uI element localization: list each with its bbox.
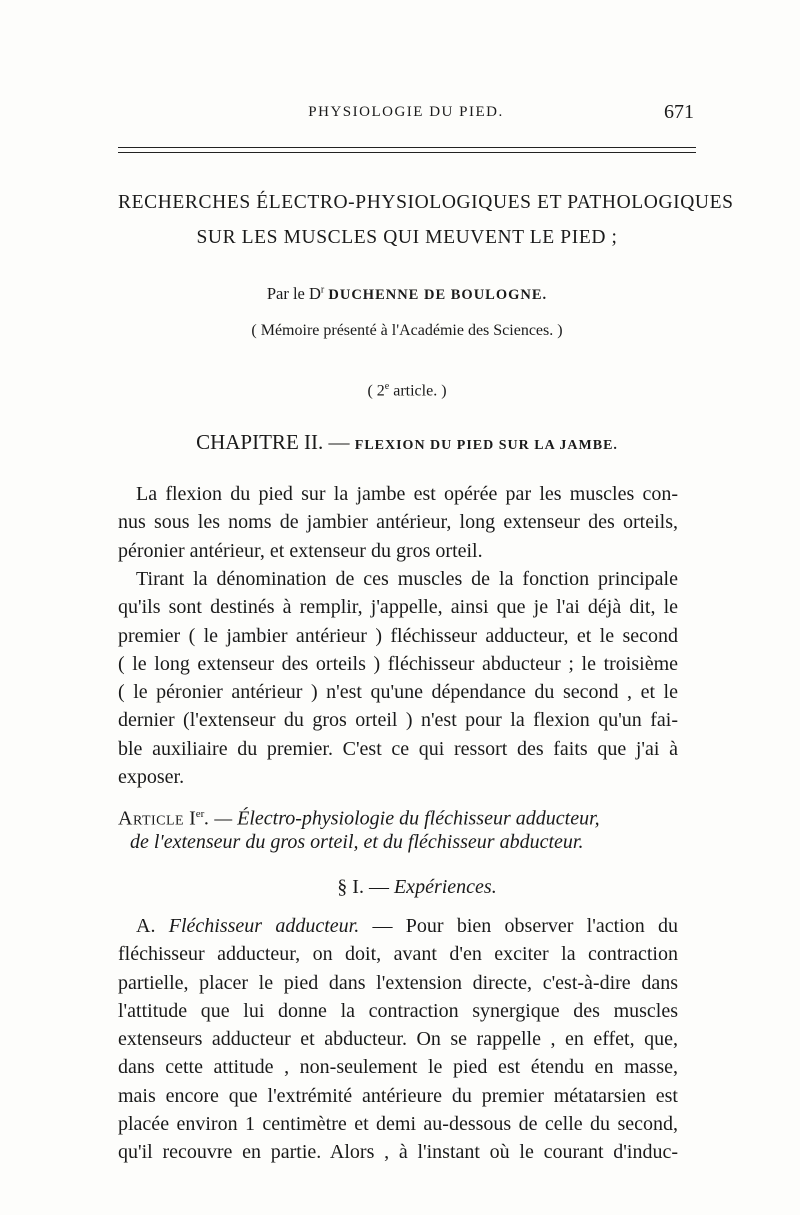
article-numeral-sup: er	[195, 808, 205, 820]
paragraph-2	[118, 565, 678, 791]
byline-sup: r	[320, 284, 325, 296]
main-title-line-2: SUR LES MUSCLES QUI MEUVENT LE PIED ;	[196, 227, 618, 248]
section-number: § I. —	[337, 876, 394, 898]
article-number-rest: article. )	[389, 382, 447, 400]
chapter-heading	[118, 430, 696, 455]
text-line: ( le long extenseur des orteils ) fléchisseur abducteur ; le troisième	[118, 652, 678, 675]
text-line: qu'ils sont destinés à remplir, j'appelle, ainsi que je l'ai déjà dit, le	[118, 596, 678, 619]
main-title-line-1: RECHERCHES ÉLECTRO-PHYSIOLOGIQUES ET PATHOLOGIQUES	[118, 192, 734, 213]
section-heading	[118, 876, 696, 899]
text-line: fléchisseur adducteur, on doit, avant d'en exciter la contraction	[118, 943, 678, 966]
article-heading-line-2	[118, 828, 688, 856]
subsection-title: Fléchisseur adducteur.	[168, 915, 360, 937]
header-rule-top	[118, 147, 696, 148]
chapter-number: CHAPITRE II. —	[196, 430, 355, 454]
text-line: dernier (l'extenseur du gros orteil ) n'est pour la flexion qu'un fai-	[118, 709, 678, 732]
subsection-label: A.	[136, 915, 169, 937]
running-head	[118, 101, 694, 126]
article-number	[118, 381, 696, 400]
author-name: DUCHENNE DE BOULOGNE.	[328, 287, 548, 303]
text-line: l'attitude que lui donne la contraction synergique des muscles	[118, 999, 678, 1022]
chapter-title: FLEXION DU PIED SUR LA JAMBE.	[354, 438, 618, 453]
byline-prefix: Par le D	[266, 284, 321, 303]
article-title-line-1: . — Électro-physiologie du fléchisseur adducteur,	[204, 807, 600, 830]
running-title: PHYSIOLOGIE DU PIED.	[308, 104, 504, 120]
text-line: nus sous les noms de jambier antérieur, long extenseur des orteils,	[118, 511, 678, 534]
article-heading	[118, 800, 688, 856]
paragraph-1	[118, 480, 678, 565]
header-rule-bottom	[118, 152, 696, 153]
text-line: dans cette attitude , non-seulement le pied est étendu en masse,	[118, 1056, 678, 1079]
article-numeral: I	[189, 807, 196, 830]
text-line: exposer.	[118, 766, 185, 789]
article-number-sup: e	[384, 381, 390, 392]
text-line: placée environ 1 centimètre et demi au-dessous de celle du second,	[118, 1113, 678, 1136]
text-line: mais encore que l'extrémité antérieure du premier métatarsien est	[118, 1084, 678, 1107]
text-line: Tirant la dénomination de ces muscles de la fonction principale	[136, 568, 678, 590]
text-line	[118, 912, 678, 940]
text-line: premier ( le jambier antérieur ) fléchisseur adducteur, et le second	[118, 624, 678, 647]
article-title-line-2: de l'extenseur du gros orteil, et du fléchisseur abducteur.	[130, 831, 584, 853]
article-number-open: ( 2	[367, 382, 385, 400]
memoire-note: ( Mémoire présenté à l'Académie des Sciences. )	[251, 322, 563, 339]
text-line: ( le péronier antérieur ) n'est qu'une dépendance du second , et le	[118, 681, 678, 704]
article-label: Article	[118, 807, 185, 830]
paragraph-3	[118, 912, 678, 1167]
text-line: qu'il recouvre en partie. Alors , à l'instant où le courant d'induc-	[118, 1141, 678, 1164]
byline	[118, 284, 696, 304]
page-number: 671	[664, 101, 694, 123]
text-line: extenseurs adducteur et abducteur. On se rappelle , en effet, que,	[118, 1028, 678, 1051]
text-line: La flexion du pied sur la jambe est opérée par les muscles con-	[136, 483, 678, 505]
text-line: péronier antérieur, et extenseur du gros orteil.	[118, 539, 483, 562]
text-line: partielle, placer le pied dans l'extension directe, c'est-à-dire dans	[118, 971, 678, 994]
article-heading-line-1	[118, 800, 688, 828]
section-title: Expériences.	[393, 876, 497, 898]
text-line: ble auxiliaire du premier. C'est ce qui ressort des faits que j'ai à	[118, 737, 678, 760]
lead-text: — Pour bien observer l'action du	[359, 915, 678, 937]
